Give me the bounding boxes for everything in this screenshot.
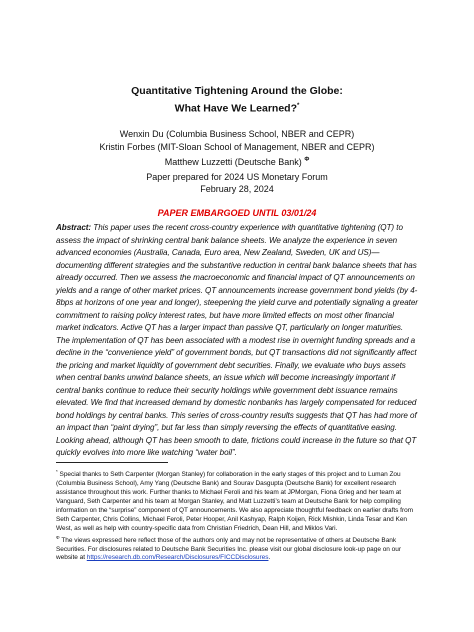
footnote-2-text: The views expressed here reflect those of the authors only and may not be representative of others at Deutsche Bank Securities. For disclosures related to Deutsche Bank Securities Inc. please visit our global disclosure look-up page on our website at bbox=[56, 536, 401, 562]
author-1-text: Wenxin Du (Columbia Business School, NBER and CEPR) bbox=[119, 129, 355, 139]
embargo-notice: PAPER EMBARGOED UNTIL 03/01/24 bbox=[157, 208, 317, 218]
abstract-label: Abstract: bbox=[56, 223, 92, 232]
footnote-2-mark: Φ bbox=[56, 534, 60, 540]
footnotes bbox=[56, 468, 420, 563]
author-1 bbox=[0, 128, 474, 140]
title-footnote-mark[interactable]: * bbox=[297, 103, 300, 109]
author-3 bbox=[0, 154, 474, 168]
footnote-1-mark: * bbox=[56, 469, 58, 474]
author-3-footnote-mark[interactable]: Φ bbox=[304, 157, 310, 163]
venue-line: Paper prepared for 2024 US Monetary Forum bbox=[146, 172, 328, 182]
paper-title-line-2-text: What Have We Learned? bbox=[174, 102, 297, 115]
footnote-1 bbox=[56, 468, 420, 534]
abstract bbox=[56, 222, 418, 460]
footnote-2-end: . bbox=[268, 554, 271, 562]
author-2 bbox=[0, 141, 474, 153]
disclosure-link[interactable]: https://research.db.com/Research/Disclosures/FICCDisclosures bbox=[86, 554, 269, 562]
abstract-body: This paper uses the recent cross-country experience with quantitative tightening (QT) to assess the impact of shrinking central bank balance sheets. We analyze the experience in seven advanced economies (Australia, Canada, Euro area, New Zealand, Sweden, UK and US)—documenting different strategies and the substantive reduction in central bank balance sheets that has already occurred. Then we assess the macroeconomic and financial impact of QT announcements on yields and a range of other market prices. QT announcements increase government bond yields (by 4-8bps at horizons of one year and longer), steepening the yield curve and potentially signaling a greater commitment to raising policy interest rates, but have more limited effects on most other financial market indicators. Active QT has a larger impact than passive QT, particularly on longer maturities. The implementation of QT has been associated with a modest rise in overnight funding spreads and a decline in the “convenience yield” of government bonds, but QT transactions did not significantly affect the pricing and market liquidity of government debt securities. Finally, we evaluate who buys assets when central banks unwind balance sheets, an issue which will become increasingly important if central banks continue to reduce their security holdings while government debt issuance remains elevated. We find that increased demand by domestic nonbanks has largely compensated for reduced bond holdings by central banks. This series of cross-country results suggests that QT has had more of an impact than “paint drying”, but far less than simply reversing the effects of quantitative easing. Looking ahead, although QT has been smooth to date, frictions could increase in the future so that QT quickly evolves into more like watching “water boil”. bbox=[56, 223, 418, 457]
paper-title-line-2 bbox=[0, 99, 474, 117]
footnote-2 bbox=[56, 534, 420, 564]
footnote-rule bbox=[56, 462, 168, 463]
paper-title bbox=[0, 84, 474, 117]
paper-title-line-1: Quantitative Tightening Around the Globe: bbox=[131, 85, 343, 97]
author-3-text: Matthew Luzzetti (Deutsche Bank) bbox=[164, 157, 302, 167]
footnote-1-text: Special thanks to Seth Carpenter (Morgan Stanley) for collaboration in the early stages of this project and to Luman Zou (Columbia Business School), Amy Yang (Deutsche Bank) and Sourav Dasgupta (Deutsche Bank) for excellent research assistance throughout this work. Further thanks to Michael Feroli and his team at JPMorgan, Fiona Grieg and her team at Vanguard, Seth Carpenter and his team at Morgan Stanley, and Matt Luzzetti’s team at Deutsche Bank for help compiling information on the “surprise” component of QT announcements. We also appreciate thoughtful feedback on earlier drafts from Seth Carpenter, Chris Collins, Michael Feroli, Peter Hooper, Anil Kashyap, Ralph Koijen, Rick Mishkin, Linda Tesar and Ken West, as well as help with country-specific data from Christian Friedrich, Dean Hill, and Miklos Vari. bbox=[56, 471, 414, 532]
author-2-text: Kristin Forbes (MIT-Sloan School of Management, NBER and CEPR) bbox=[99, 142, 375, 152]
venue-date: February 28, 2024 bbox=[200, 184, 274, 194]
